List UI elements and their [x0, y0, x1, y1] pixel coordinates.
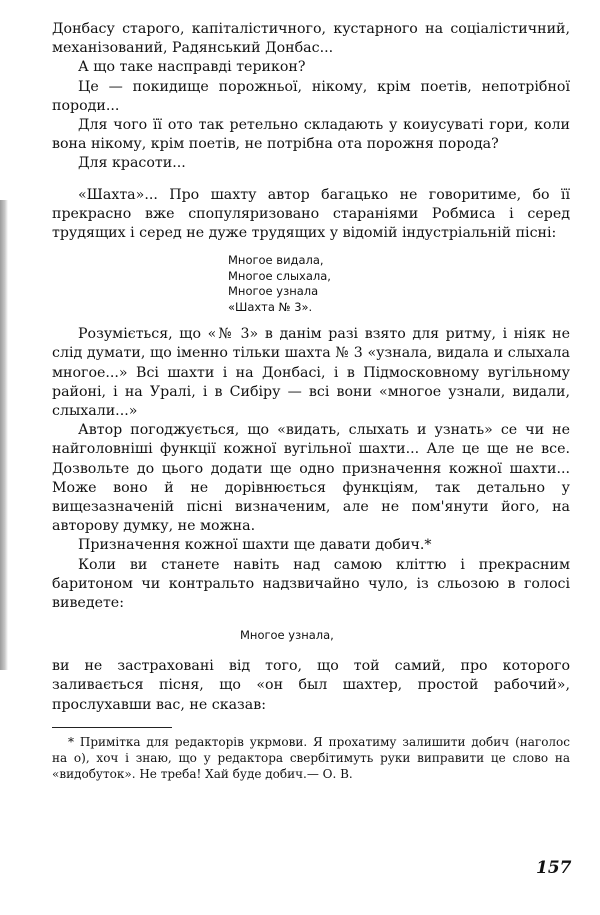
paragraph-8: Призначення кожної шахти ще давати добич.*: [78, 537, 432, 554]
paragraph-1: Донбасу старого, капіталістичного, кустарного на соціалістичний, механізований, Радянський Донбас...: [52, 21, 570, 57]
paragraph-6: Розуміється, що «№ 3» в данім разі взято для ритму, і ніяк не слід думати, що іменно тільки шахта № 3 «узнала, видала и слыхала многое...» Всі шахти і на Донбасі, і в Підмосковному вугільному районі, і на Уралі, і в Сибіру — всі вони «многое узнали, видали, слыхали...»: [52, 326, 570, 420]
paragraph-7: Автор погоджується, що «видать, слыхать и узнать» се чи не найголовніші функції кожної вугільної шахти... Але це ще не все. Дозвольте до цього додати ще одно призначення кожної шахти... Може воно й не дорівнюється функціям, так детально у вищезазначеній пісні визначеним, але не пом'янути його, на авторову думку, не можна.: [52, 422, 570, 535]
poem-line-1: Многое видала,: [228, 253, 324, 268]
paragraph-2: А що таке насправді терикон?: [78, 59, 306, 76]
book-spine-shadow: [0, 200, 8, 670]
poem-single-line: Многое узнала,: [240, 628, 334, 643]
paragraph-4: Для чого її ото так ретельно складають у коиусуваті гори, коли вона нікому, крім поетів, не потрібна ота порожня порода?: [52, 117, 570, 153]
page-body: [52, 20, 570, 782]
paragraph-5: Для красоти...: [78, 155, 186, 172]
paragraph-9: Коли ви станете навіть над самою кліттю і прекрасним баритоном чи контральто надзвичайно чуло, із сльозою в голосі виведете:: [52, 556, 570, 612]
footnote-divider: [52, 727, 172, 728]
paragraph-3: Це — покидище порожньої, нікому, крім поетів, непотрібної породи...: [52, 78, 570, 114]
footnote: * Примітка для редакторів укрмови. Я прохатиму залишити добич (наголос на о), хоч і знаю, що у редактора свербітимуть руки виправити це слово на «видобуток». Не треба! Хай буде добич.— О. В.: [52, 734, 570, 781]
poem-line-2: Многое слыхала,: [228, 268, 331, 283]
poem-line-4: «Шахта № 3».: [228, 299, 313, 314]
poem-quote: [228, 253, 570, 315]
page-number: 157: [536, 858, 572, 878]
paragraph-shakhta: «Шахта»... Про шахту автор багацько не говоритиме, бо її прекрасно вже спопуляризовано стараніями Робмиса і серед трудящих і серед не дуже трудящих у відомій індустріальній пісні:: [52, 186, 570, 242]
poem-line-3: Многое узнала: [228, 284, 319, 299]
paragraph-final: ви не застраховані від того, що той самий, про которого заливається пісня, що «он был шахтер, простой рабочий», прослухавши вас, не сказав:: [52, 658, 570, 713]
